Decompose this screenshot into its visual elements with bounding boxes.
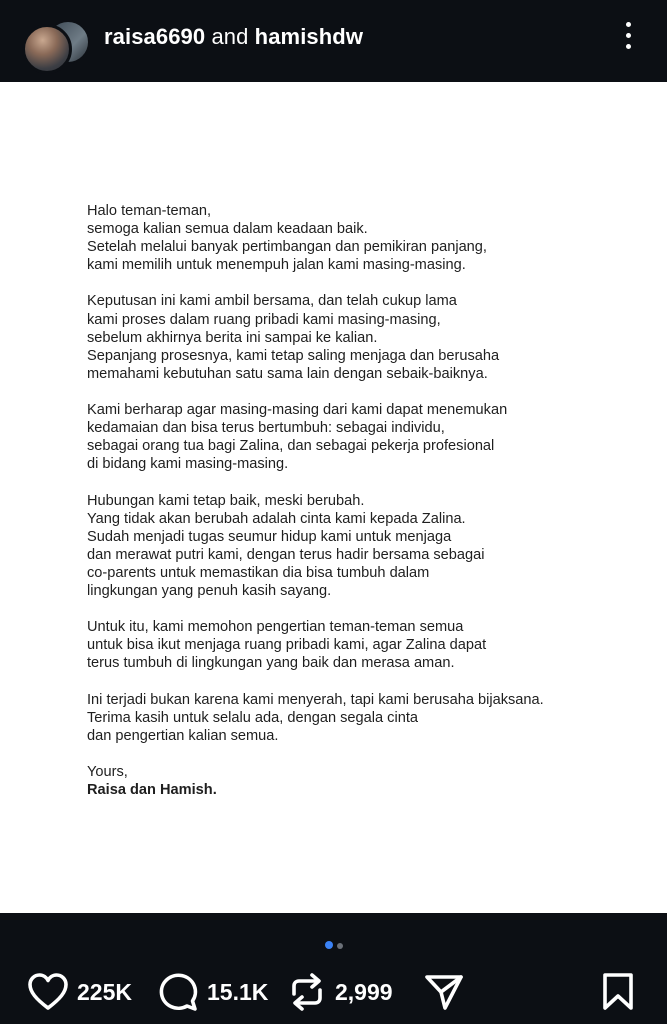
letter-line: kami memilih untuk menempuh jalan kami masing-masing. [87,257,466,274]
letter-line: Sepanjang prosesnya, kami tetap saling menjaga dan berusaha [87,347,500,364]
letter-line: Kami berharap agar masing-masing dari kami dapat menemukan [87,402,508,419]
letter-line: Setelah melalui banyak pertimbangan dan pemikiran panjang, [87,239,487,256]
letter-line: semoga kalian semua dalam keadaan baik. [87,221,368,238]
letter-line: Terima kasih untuk selalu ada, dengan segala cinta [87,709,419,726]
letter-line: terus tumbuh di lingkungan yang baik dan merasa aman. [87,655,455,672]
letter-closing: Yours, [87,763,128,780]
comment-bubble-icon [158,972,198,1012]
letter-paragraph [87,691,647,745]
letter-line: Ini terjadi bukan karena kami menyerah, tapi kami berusaha bijaksana. [87,691,544,708]
letter-line: untuk bisa ikut menjaga ruang pribadi kami, agar Zalina dapat [87,637,487,654]
carousel-dot-inactive [337,943,343,949]
letter-closing-block [87,763,647,799]
send-icon [424,972,464,1012]
letter-signature: Raisa dan Hamish. [87,782,217,798]
letter-line: sebagai orang tua bagi Zalina, dan sebagai pekerja profesional [87,438,495,455]
letter-line: kami proses dalam ruang pribadi kami masing-masing, [87,311,441,328]
letter-paragraph [87,202,647,274]
letter-line: memahami kebutuhan satu sama lain dengan sebaik-baiknya. [87,365,488,382]
repost-button[interactable] [288,972,393,1012]
repost-count: 2,999 [335,978,393,1005]
letter-line: Halo teman-teman, [87,203,212,219]
carousel-indicator [0,936,667,946]
repost-icon [288,972,326,1012]
heart-icon [28,973,68,1011]
carousel-dot-active [325,941,333,949]
action-bar [0,966,667,1014]
letter-line: Yang tidak akan berubah adalah cinta kami kepada Zalina. [87,510,466,527]
avatar[interactable] [22,20,86,70]
avatar-primary [22,24,72,74]
like-button[interactable] [28,972,132,1012]
author-username-1[interactable]: raisa6690 [104,24,206,49]
letter-line: Untuk itu, kami memohon pengertian teman-teman semua [87,619,464,636]
letter-paragraph [87,618,647,672]
post-authors [104,24,363,50]
save-button[interactable] [602,972,634,1012]
letter-line: co-parents untuk memastikan dia bisa tumbuh dalam [87,564,430,581]
letter-line: Sudah menjadi tugas seumur hidup kami untuk menjaga [87,528,452,545]
letter-line: dan merawat putri kami, dengan terus hadir bersama sebagai [87,546,485,563]
letter-line: dan pengertian kalian semua. [87,727,279,744]
post-header [0,0,667,80]
letter-line: Keputusan ini kami ambil bersama, dan telah cukup lama [87,293,457,310]
letter-line: Hubungan kami tetap baik, meski berubah. [87,492,365,509]
author-connector: and [205,24,255,49]
letter-paragraph [87,292,647,382]
comment-count: 15.1K [207,978,269,1005]
letter-line: lingkungan yang penuh kasih sayang. [87,582,332,599]
letter-line: kedamaian dan bisa terus bertumbuh: sebagai individu, [87,420,445,437]
letter-paragraph [87,492,647,601]
bookmark-icon [602,973,634,1011]
comment-button[interactable] [158,972,268,1012]
letter-line: sebelum akhirnya berita ini sampai ke kalian. [87,329,378,346]
letter-line: di bidang kami masing-masing. [87,456,289,473]
post-image [0,82,667,913]
like-count: 225K [77,978,132,1005]
author-username-2[interactable]: hamishdw [254,24,364,49]
letter-paragraph [87,401,647,473]
letter-text [87,202,647,817]
share-button[interactable] [424,972,464,1012]
more-vertical-icon[interactable] [618,22,638,54]
